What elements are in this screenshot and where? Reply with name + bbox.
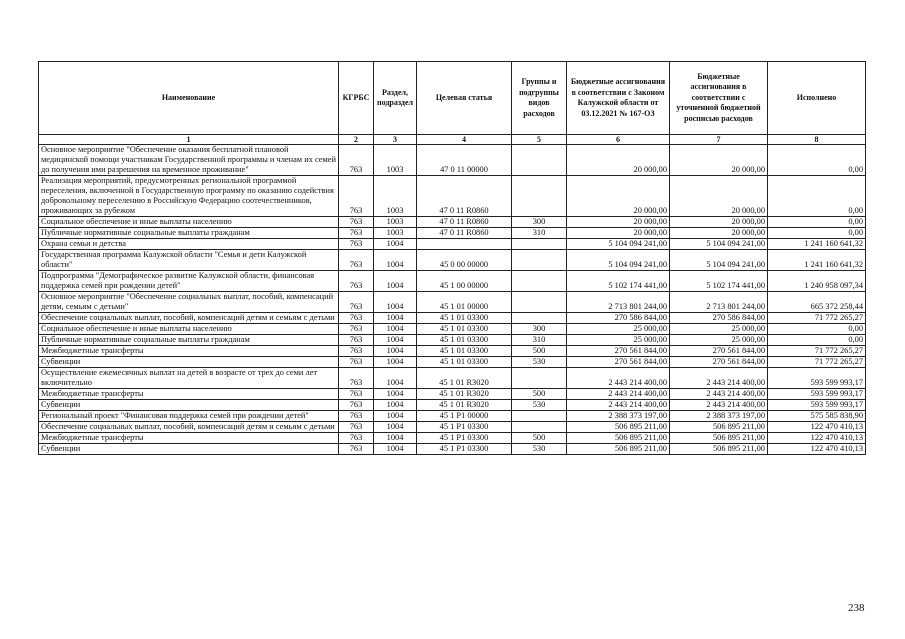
row-expense-group xyxy=(512,271,567,292)
row-expense-group xyxy=(512,239,567,250)
row-plan-amount: 5 104 094 241,00 xyxy=(670,239,768,250)
row-expense-group: 300 xyxy=(512,324,567,335)
row-section: 1003 xyxy=(374,176,417,217)
row-expense-group: 300 xyxy=(512,217,567,228)
row-section: 1004 xyxy=(374,433,417,444)
row-law-amount: 506 895 211,00 xyxy=(567,433,670,444)
row-target-article: 45 1 01 R3020 xyxy=(417,400,512,411)
row-expense-group xyxy=(512,250,567,271)
row-law-amount: 270 586 844,00 xyxy=(567,313,670,324)
table-header-row xyxy=(39,62,866,135)
row-name: Основное мероприятие "Обеспечение социальных выплат, пособий, компенсаций детям, семьям с детьми" xyxy=(39,292,339,313)
row-name: Обеспечение социальных выплат, пособий, компенсаций детям и семьям с детьми xyxy=(39,313,339,324)
row-kgrbs: 763 xyxy=(339,313,374,324)
row-name: Субвенции xyxy=(39,444,339,455)
table-row xyxy=(39,444,866,455)
row-kgrbs: 763 xyxy=(339,324,374,335)
header-kgrbs: КГРБС xyxy=(339,62,374,135)
row-kgrbs: 763 xyxy=(339,400,374,411)
table-row xyxy=(39,228,866,239)
row-target-article: 45 1 01 03300 xyxy=(417,346,512,357)
table-row xyxy=(39,271,866,292)
row-section: 1004 xyxy=(374,422,417,433)
row-executed-amount: 71 772 265,27 xyxy=(768,313,866,324)
row-section: 1004 xyxy=(374,271,417,292)
row-section: 1004 xyxy=(374,292,417,313)
table-row xyxy=(39,346,866,357)
header-executed: Исполнено xyxy=(768,62,866,135)
row-plan-amount: 20 000,00 xyxy=(670,217,768,228)
row-kgrbs: 763 xyxy=(339,250,374,271)
row-executed-amount: 1 241 160 641,32 xyxy=(768,239,866,250)
row-name: Охрана семьи и детства xyxy=(39,239,339,250)
row-expense-group: 500 xyxy=(512,389,567,400)
row-target-article: 45 1 01 03300 xyxy=(417,313,512,324)
table-row xyxy=(39,433,866,444)
row-executed-amount: 71 772 265,27 xyxy=(768,357,866,368)
row-executed-amount: 1 241 160 641,32 xyxy=(768,250,866,271)
budget-execution-table xyxy=(38,61,866,455)
row-law-amount: 270 561 844,00 xyxy=(567,346,670,357)
row-executed-amount: 1 240 958 097,34 xyxy=(768,271,866,292)
row-name: Публичные нормативные социальные выплаты гражданам xyxy=(39,335,339,346)
row-target-article: 47 0 11 R0860 xyxy=(417,228,512,239)
row-plan-amount: 5 102 174 441,00 xyxy=(670,271,768,292)
row-plan-amount: 506 895 211,00 xyxy=(670,422,768,433)
row-expense-group: 530 xyxy=(512,357,567,368)
row-expense-group: 500 xyxy=(512,346,567,357)
table-row xyxy=(39,217,866,228)
row-law-amount: 506 895 211,00 xyxy=(567,422,670,433)
table-row xyxy=(39,368,866,389)
row-target-article xyxy=(417,239,512,250)
row-target-article: 45 1 P1 03300 xyxy=(417,444,512,455)
row-plan-amount: 270 561 844,00 xyxy=(670,357,768,368)
row-plan-amount: 270 586 844,00 xyxy=(670,313,768,324)
row-section: 1004 xyxy=(374,324,417,335)
row-section: 1003 xyxy=(374,228,417,239)
table-row xyxy=(39,422,866,433)
table-row xyxy=(39,145,866,176)
row-section: 1004 xyxy=(374,389,417,400)
row-plan-amount: 5 104 094 241,00 xyxy=(670,250,768,271)
table-row xyxy=(39,400,866,411)
row-section: 1004 xyxy=(374,357,417,368)
row-expense-group xyxy=(512,292,567,313)
row-kgrbs: 763 xyxy=(339,292,374,313)
row-executed-amount: 122 470 410,13 xyxy=(768,422,866,433)
row-executed-amount: 593 599 993,17 xyxy=(768,389,866,400)
row-executed-amount: 0,00 xyxy=(768,324,866,335)
row-plan-amount: 2 443 214 400,00 xyxy=(670,400,768,411)
row-plan-amount: 2 443 214 400,00 xyxy=(670,389,768,400)
row-target-article: 45 1 01 R3020 xyxy=(417,389,512,400)
column-number: 4 xyxy=(417,135,512,145)
header-plan-allocations: Бюджетные ассигнования в соответствии с уточненной бюджетной росписью расходов xyxy=(670,62,768,135)
row-plan-amount: 2 388 373 197,00 xyxy=(670,411,768,422)
row-executed-amount: 593 599 993,17 xyxy=(768,368,866,389)
row-law-amount: 20 000,00 xyxy=(567,176,670,217)
row-target-article: 45 1 P1 00000 xyxy=(417,411,512,422)
row-plan-amount: 20 000,00 xyxy=(670,176,768,217)
row-name: Социальное обеспечение и иные выплаты населению xyxy=(39,217,339,228)
table-row xyxy=(39,335,866,346)
row-section: 1004 xyxy=(374,368,417,389)
row-kgrbs: 763 xyxy=(339,335,374,346)
row-law-amount: 2 713 801 244,00 xyxy=(567,292,670,313)
row-law-amount: 5 104 094 241,00 xyxy=(567,239,670,250)
row-plan-amount: 2 713 801 244,00 xyxy=(670,292,768,313)
row-kgrbs: 763 xyxy=(339,368,374,389)
row-executed-amount: 0,00 xyxy=(768,217,866,228)
row-expense-group xyxy=(512,368,567,389)
row-section: 1003 xyxy=(374,145,417,176)
header-target: Целевая статья xyxy=(417,62,512,135)
row-expense-group xyxy=(512,145,567,176)
header-section: Раздел, подраздел xyxy=(374,62,417,135)
table-row xyxy=(39,176,866,217)
row-plan-amount: 506 895 211,00 xyxy=(670,433,768,444)
page-number: 238 xyxy=(848,602,865,614)
row-target-article: 45 1 01 00000 xyxy=(417,292,512,313)
row-kgrbs: 763 xyxy=(339,357,374,368)
column-number: 5 xyxy=(512,135,567,145)
row-expense-group: 530 xyxy=(512,444,567,455)
row-law-amount: 2 443 214 400,00 xyxy=(567,389,670,400)
row-section: 1003 xyxy=(374,217,417,228)
row-target-article: 45 1 00 00000 xyxy=(417,271,512,292)
row-section: 1004 xyxy=(374,346,417,357)
row-name: Обеспечение социальных выплат, пособий, компенсаций детям и семьям с детьми xyxy=(39,422,339,433)
row-law-amount: 2 443 214 400,00 xyxy=(567,400,670,411)
table-row xyxy=(39,250,866,271)
row-law-amount: 2 443 214 400,00 xyxy=(567,368,670,389)
row-kgrbs: 763 xyxy=(339,411,374,422)
header-group: Группы и подгруппы видов расходов xyxy=(512,62,567,135)
column-number: 2 xyxy=(339,135,374,145)
row-expense-group xyxy=(512,176,567,217)
column-number-row xyxy=(39,135,866,145)
row-plan-amount: 20 000,00 xyxy=(670,228,768,239)
row-law-amount: 20 000,00 xyxy=(567,228,670,239)
column-number: 1 xyxy=(39,135,339,145)
row-target-article: 45 1 P1 03300 xyxy=(417,422,512,433)
row-kgrbs: 763 xyxy=(339,346,374,357)
row-executed-amount: 0,00 xyxy=(768,228,866,239)
row-law-amount: 20 000,00 xyxy=(567,145,670,176)
row-executed-amount: 593 599 993,17 xyxy=(768,400,866,411)
row-law-amount: 5 102 174 441,00 xyxy=(567,271,670,292)
row-law-amount: 2 388 373 197,00 xyxy=(567,411,670,422)
row-plan-amount: 25 000,00 xyxy=(670,324,768,335)
row-target-article: 45 1 01 03300 xyxy=(417,324,512,335)
row-kgrbs: 763 xyxy=(339,176,374,217)
row-name: Субвенции xyxy=(39,357,339,368)
row-kgrbs: 763 xyxy=(339,433,374,444)
row-kgrbs: 763 xyxy=(339,239,374,250)
row-section: 1004 xyxy=(374,250,417,271)
header-law-allocations: Бюджетные ассигнования в соответствии с Законом Калужской области от 03.12.2021 № 167-ОЗ xyxy=(567,62,670,135)
row-executed-amount: 122 470 410,13 xyxy=(768,433,866,444)
row-expense-group: 310 xyxy=(512,228,567,239)
row-expense-group xyxy=(512,313,567,324)
row-law-amount: 270 561 844,00 xyxy=(567,357,670,368)
row-executed-amount: 71 772 265,27 xyxy=(768,346,866,357)
row-plan-amount: 25 000,00 xyxy=(670,335,768,346)
row-name: Публичные нормативные социальные выплаты гражданам xyxy=(39,228,339,239)
row-target-article: 47 0 11 R0860 xyxy=(417,217,512,228)
row-executed-amount: 122 470 410,13 xyxy=(768,444,866,455)
row-kgrbs: 763 xyxy=(339,422,374,433)
table-row xyxy=(39,313,866,324)
table-row xyxy=(39,292,866,313)
column-number: 3 xyxy=(374,135,417,145)
row-section: 1004 xyxy=(374,444,417,455)
row-name: Государственная программа Калужской области "Семья и дети Калужской области" xyxy=(39,250,339,271)
column-number: 6 xyxy=(567,135,670,145)
row-plan-amount: 2 443 214 400,00 xyxy=(670,368,768,389)
row-target-article: 45 1 01 R3020 xyxy=(417,368,512,389)
row-target-article: 45 1 01 03300 xyxy=(417,335,512,346)
row-kgrbs: 763 xyxy=(339,228,374,239)
row-target-article: 45 1 01 03300 xyxy=(417,357,512,368)
row-target-article: 45 0 00 00000 xyxy=(417,250,512,271)
row-law-amount: 20 000,00 xyxy=(567,217,670,228)
row-expense-group: 530 xyxy=(512,400,567,411)
row-expense-group: 310 xyxy=(512,335,567,346)
row-executed-amount: 0,00 xyxy=(768,176,866,217)
row-name: Межбюджетные трансферты xyxy=(39,433,339,444)
table-row xyxy=(39,239,866,250)
row-executed-amount: 575 585 838,90 xyxy=(768,411,866,422)
row-kgrbs: 763 xyxy=(339,389,374,400)
row-expense-group xyxy=(512,422,567,433)
row-name: Реализация мероприятий, предусмотренных региональной программой переселения, включенной в Государственную программу по оказанию содействия добровольному переселению в Российскую Федерацию соотечественников, проживающих за рубежом xyxy=(39,176,339,217)
row-law-amount: 25 000,00 xyxy=(567,335,670,346)
row-plan-amount: 20 000,00 xyxy=(670,145,768,176)
row-expense-group: 500 xyxy=(512,433,567,444)
row-name: Межбюджетные трансферты xyxy=(39,346,339,357)
table-row xyxy=(39,324,866,335)
row-law-amount: 5 104 094 241,00 xyxy=(567,250,670,271)
row-section: 1004 xyxy=(374,313,417,324)
row-section: 1004 xyxy=(374,239,417,250)
row-kgrbs: 763 xyxy=(339,145,374,176)
row-executed-amount: 0,00 xyxy=(768,145,866,176)
row-target-article: 47 0 11 00000 xyxy=(417,145,512,176)
row-section: 1004 xyxy=(374,411,417,422)
row-executed-amount: 665 372 258,44 xyxy=(768,292,866,313)
row-name: Подпрограмма "Демографическое развитие Калужской области, финансовая поддержка семей при рождении детей" xyxy=(39,271,339,292)
row-executed-amount: 0,00 xyxy=(768,335,866,346)
row-kgrbs: 763 xyxy=(339,444,374,455)
row-name: Межбюджетные трансферты xyxy=(39,389,339,400)
row-section: 1004 xyxy=(374,335,417,346)
row-target-article: 47 0 11 R0860 xyxy=(417,176,512,217)
row-section: 1004 xyxy=(374,400,417,411)
column-number: 8 xyxy=(768,135,866,145)
table-row xyxy=(39,411,866,422)
row-law-amount: 25 000,00 xyxy=(567,324,670,335)
row-target-article: 45 1 P1 03300 xyxy=(417,433,512,444)
row-law-amount: 506 895 211,00 xyxy=(567,444,670,455)
table-row xyxy=(39,357,866,368)
row-name: Региональный проект "Финансовая поддержка семей при рождении детей" xyxy=(39,411,339,422)
row-name: Социальное обеспечение и иные выплаты населению xyxy=(39,324,339,335)
row-kgrbs: 763 xyxy=(339,217,374,228)
table-row xyxy=(39,389,866,400)
row-expense-group xyxy=(512,411,567,422)
row-name: Осуществление ежемесячных выплат на детей в возрасте от трех до семи лет включительно xyxy=(39,368,339,389)
row-name: Основное мероприятие "Обеспечение оказания бесплатной плановой медицинской помощи участникам Государственной программы и членам их семей до получения ими разрешения на временное проживание" xyxy=(39,145,339,176)
header-name: Наименование xyxy=(39,62,339,135)
row-plan-amount: 270 561 844,00 xyxy=(670,346,768,357)
row-plan-amount: 506 895 211,00 xyxy=(670,444,768,455)
row-name: Субвенции xyxy=(39,400,339,411)
column-number: 7 xyxy=(670,135,768,145)
row-kgrbs: 763 xyxy=(339,271,374,292)
